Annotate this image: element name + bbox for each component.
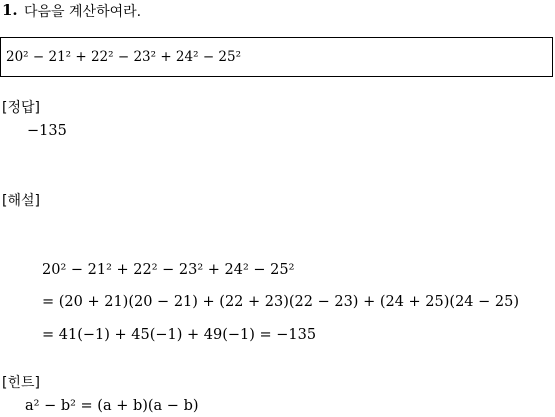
solution-line-3: = 41(−1) + 45(−1) + 49(−1) = −135 — [42, 327, 317, 343]
hint-formula: a² − b² = (a + b)(a − b) — [25, 398, 199, 414]
problem-expression: 20² − 21² + 22² − 23² + 24² − 25² — [6, 49, 242, 65]
solution-line-2: = (20 + 21)(20 − 21) + (22 + 23)(22 − 23) + (24 + 25)(24 − 25) — [42, 294, 519, 310]
question-text: 다음을 계산하여라. — [24, 4, 142, 20]
question-number: 1. — [2, 1, 18, 19]
problem-box — [0, 37, 553, 77]
solution-label: [해설] — [2, 193, 40, 209]
answer-value: −135 — [27, 123, 67, 139]
hint-label: [힌트] — [2, 375, 40, 391]
answer-label: [정답] — [2, 100, 40, 116]
solution-line-1: 20² − 21² + 22² − 23² + 24² − 25² — [42, 262, 295, 278]
